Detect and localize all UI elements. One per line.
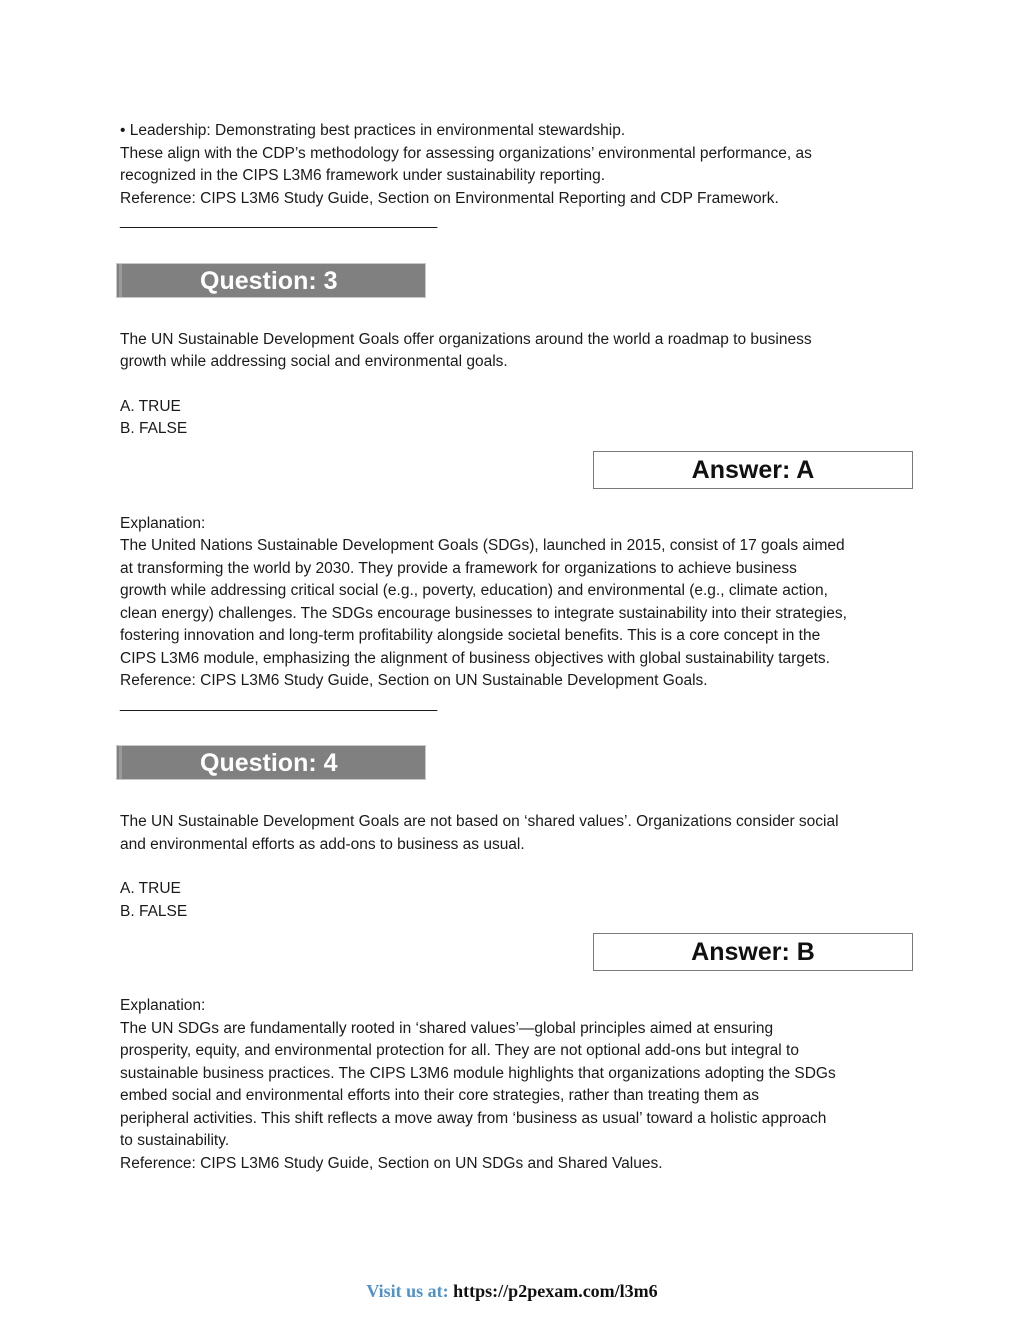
- question-4-option-a: A. TRUE: [120, 880, 181, 897]
- question-3-explanation-line: clean energy) challenges. The SDGs encourage businesses to integrate sustainability into their strategies,: [120, 604, 847, 622]
- question-3-answer: Answer: A: [593, 451, 913, 489]
- question-4-text: and environmental efforts as add-ons to business as usual.: [120, 835, 525, 853]
- question-4-explanation-line: sustainable business practices. The CIPS L3M6 module highlights that organizations adopting the SDGs: [120, 1064, 836, 1082]
- question-3-explanation-line: growth while addressing critical social (e.g., poverty, education) and environmental (e.g., climate action,: [120, 582, 828, 599]
- question-3-header: [116, 263, 426, 298]
- question-4-explanation-line: The UN SDGs are fundamentally rooted in ‘shared values’—global principles aimed at ensuring: [120, 1019, 774, 1037]
- footer-url-link[interactable]: https://p2pexam.com/l3m6: [453, 1281, 658, 1301]
- question-3-title: Question: 3: [200, 266, 338, 295]
- question-3-explanation-line: CIPS L3M6 module, emphasizing the alignment of business objectives with global sustainability targets.: [120, 649, 830, 667]
- question-4-explanation-line: embed social and environmental efforts into their core strategies, rather than treating them as: [120, 1087, 760, 1104]
- question-4-explanation-line: peripheral activities. This shift reflects a move away from ‘business as usual’ toward a holistic approach: [120, 1109, 827, 1127]
- question-3-reference: Reference: CIPS L3M6 Study Guide, Section on UN Sustainable Development Goals.: [120, 672, 708, 689]
- question-3-option-b: B. FALSE: [120, 420, 188, 437]
- question-4-reference: Reference: CIPS L3M6 Study Guide, Section on UN SDGs and Shared Values.: [120, 1154, 663, 1172]
- question-3-explanation-line: at transforming the world by 2030. They provide a framework for organizations to achieve business: [120, 559, 797, 577]
- question-4-header: [116, 745, 426, 780]
- section-separator: _______________________________________: [120, 694, 437, 712]
- question-4-explanation-line: to sustainability.: [120, 1132, 230, 1149]
- question-4-title: Question: 4: [200, 749, 338, 777]
- question-4-option-b: B. FALSE: [120, 902, 188, 920]
- intro-line: • Leadership: Demonstrating best practices in environmental stewardship.: [120, 122, 626, 139]
- question-3-option-a: A. TRUE: [120, 397, 181, 415]
- page-footer: [0, 1281, 1024, 1302]
- section-separator: _______________________________________: [120, 212, 437, 229]
- question-3-text: growth while addressing social and environmental goals.: [120, 353, 508, 370]
- question-4-answer: Answer: B: [593, 933, 913, 971]
- intro-reference: Reference: CIPS L3M6 Study Guide, Section on Environmental Reporting and CDP Framework.: [120, 189, 779, 207]
- question-4-explanation-line: prosperity, equity, and environmental protection for all. They are not optional add-ons but integral to: [120, 1042, 799, 1059]
- question-4-explanation-label: Explanation:: [120, 997, 206, 1014]
- document-body: [120, 120, 910, 1175]
- intro-line: recognized in the CIPS L3M6 framework under sustainability reporting.: [120, 167, 606, 184]
- footer-label: Visit us at:: [366, 1281, 449, 1301]
- question-3-explanation-label: Explanation:: [120, 514, 206, 532]
- question-3-explanation-line: The United Nations Sustainable Development Goals (SDGs), launched in 2015, consist of 17 goals aimed: [120, 537, 845, 554]
- question-3-explanation-line: fostering innovation and long-term profitability alongside societal benefits. This is a core concept in the: [120, 627, 821, 644]
- question-4-text: The UN Sustainable Development Goals are not based on ‘shared values’. Organizations consider social: [120, 813, 839, 830]
- question-3-text: The UN Sustainable Development Goals offer organizations around the world a roadmap to business: [120, 330, 812, 348]
- intro-line: These align with the CDP’s methodology for assessing organizations’ environmental performance, as: [120, 144, 812, 162]
